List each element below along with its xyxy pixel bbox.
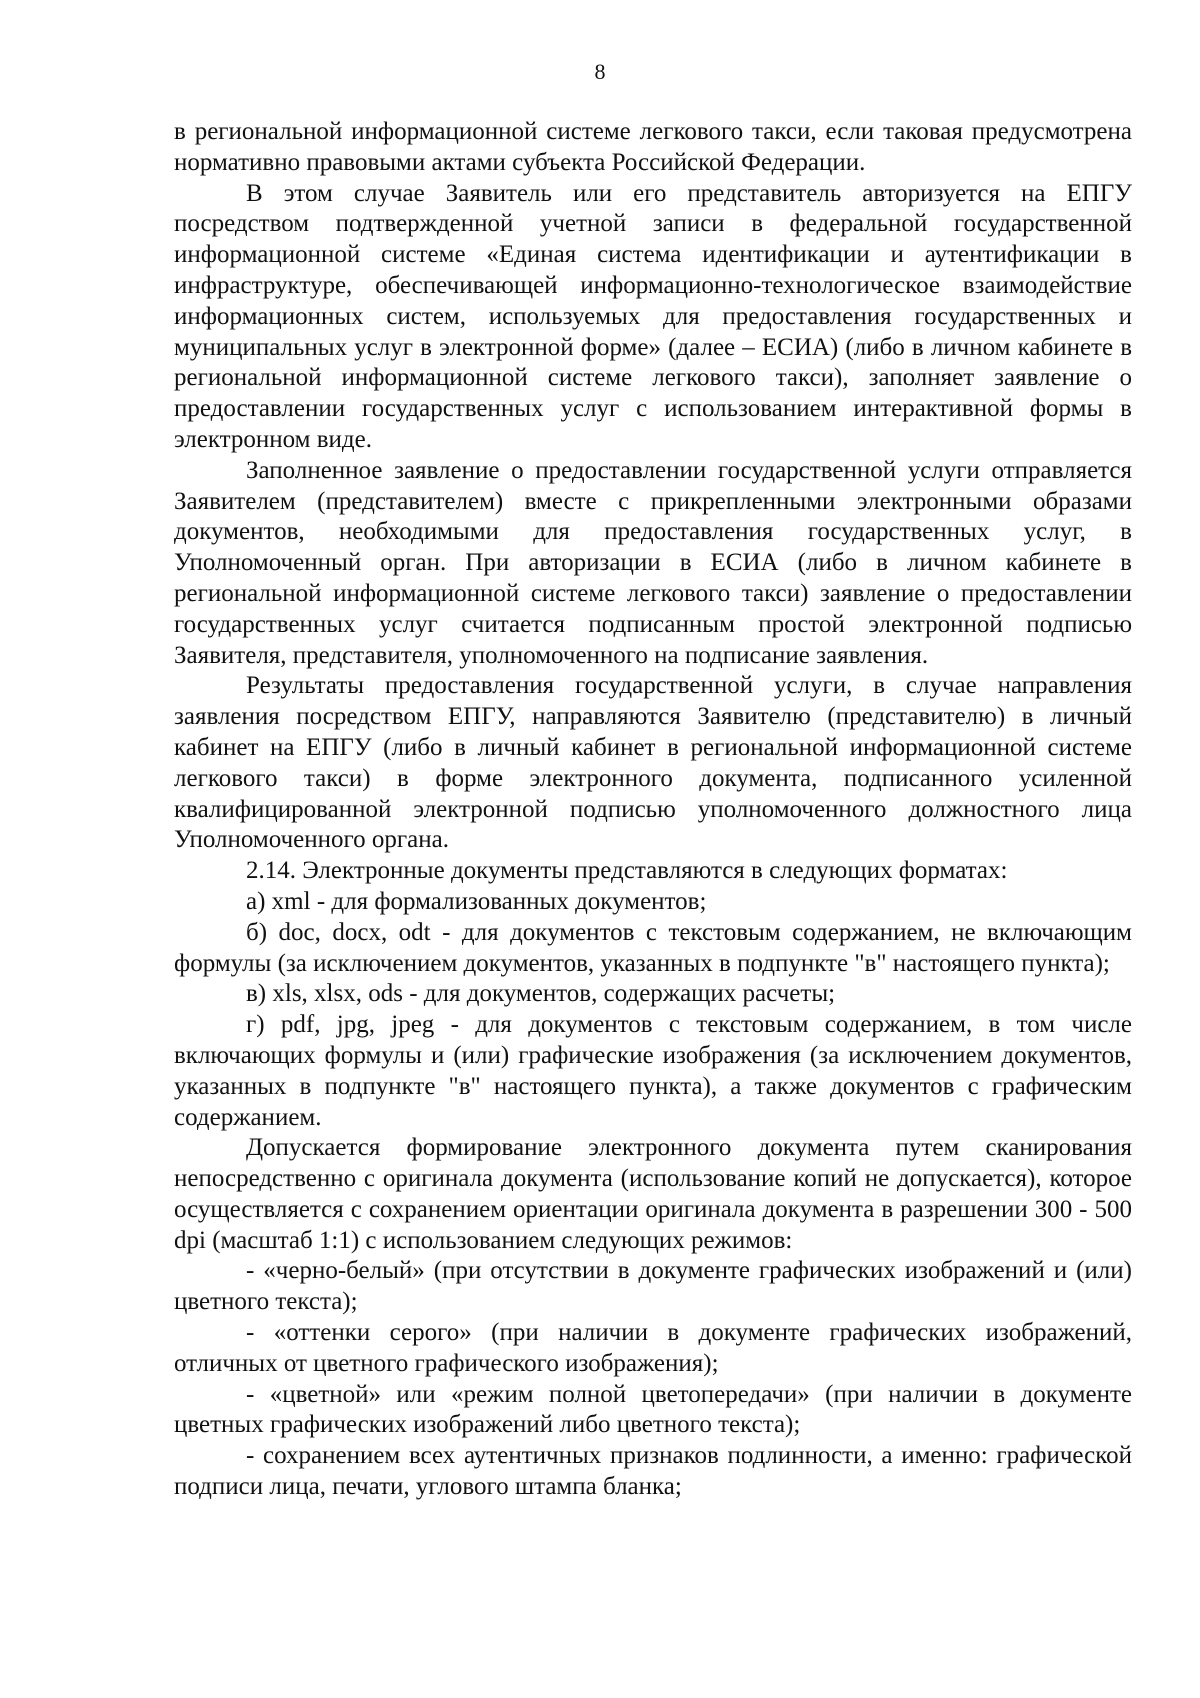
document-body: [174, 117, 1132, 1503]
paragraph-format-xls: в) xls, xlsx, ods - для документов, содержащих расчеты;: [246, 980, 836, 1008]
paragraph-continuation: в региональной информационной системе легкового такси, если таковая предусмотрена нормативно правовыми актами субъекта Российской Федерации.: [174, 118, 1132, 176]
paragraph-service-results: Результаты предоставления государственной услуги, в случае направления заявления посредством ЕПГУ, направляются Заявителю (представителю) в личный кабинет на ЕПГУ (либо в личный кабинет в региональной информационной системе легкового такси) в форме электронного документа, подписанного усиленной квалифицированной электронной подписью уполномоченного должностного лица Уполномоченного органа.: [174, 672, 1132, 854]
paragraph-mode-grayscale: - «оттенки серого» (при наличии в документе графических изображений, отличных от цветного графического изображения);: [174, 1319, 1132, 1377]
paragraph-authenticity: - сохранением всех аутентичных признаков подлинности, а именно: графической подписи лица, печати, углового штампа бланка;: [174, 1442, 1132, 1501]
paragraph-esia-authorization: В этом случае Заявитель или его представитель авторизуется на ЕПГУ посредством подтвержденной учетной записи в федеральной государственной информационной системе «Единая система идентификации и аутентификации в инфраструктуре, обеспечивающей информационно-технологическое взаимодействие информационных систем, используемых для предоставления государственных и муниципальных услуг в электронной форме» (далее – ЕСИА) (либо в личном кабинете в региональной информационной системе легкового такси), заполняет заявление о предоставлении государственных услуг с использованием интерактивной формы в электронном виде.: [174, 179, 1132, 453]
paragraph-format-xml: а) xml - для формализованных документов;: [246, 887, 707, 915]
paragraph-formats-heading: 2.14. Электронные документы представляются в следующих форматах:: [246, 857, 1008, 885]
paragraph-format-doc: б) doc, docx, odt - для документов с текстовым содержанием, не включающим формулы (за исключением документов, указанных в подпункте "в" настоящего пункта);: [174, 918, 1132, 977]
paragraph-mode-black-white: - «черно-белый» (при отсутствии в документе графических изображений и (или) цветного текста);: [174, 1257, 1132, 1316]
paragraph-scanning: Допускается формирование электронного документа путем сканирования непосредственно с оригинала документа (использование копий не допускается), которое осуществляется с сохранением ориентации оригинала документа в разрешении 300 - 500 dpi (масштаб 1:1) с использованием следующих режимов:: [174, 1134, 1132, 1254]
page-number: 8: [594, 59, 606, 84]
paragraph-format-pdf: г) pdf, jpg, jpeg - для документов с текстовым содержанием, в том числе включающих формулы и (или) графические изображения (за исключением документов, указанных в подпункте "в" настоящего пункта), а также документов с графическим содержанием.: [174, 1011, 1132, 1131]
paragraph-application-submission: Заполненное заявление о предоставлении государственной услуги отправляется Заявителем (представителем) вместе с прикрепленными электронными образами документов, необходимыми для предоставления государственных услуг, в Уполномоченный орган. При авторизации в ЕСИА (либо в личном кабинете в региональной информационной системе легкового такси) заявление о предоставлении государственных услуг считается подписанным простой электронной подписью Заявителя, представителя, уполномоченного на подписание заявления.: [174, 456, 1132, 669]
paragraph-mode-color: - «цветной» или «режим полной цветопередачи» (при наличии в документе цветных графических изображений либо цветного текста);: [174, 1380, 1132, 1439]
